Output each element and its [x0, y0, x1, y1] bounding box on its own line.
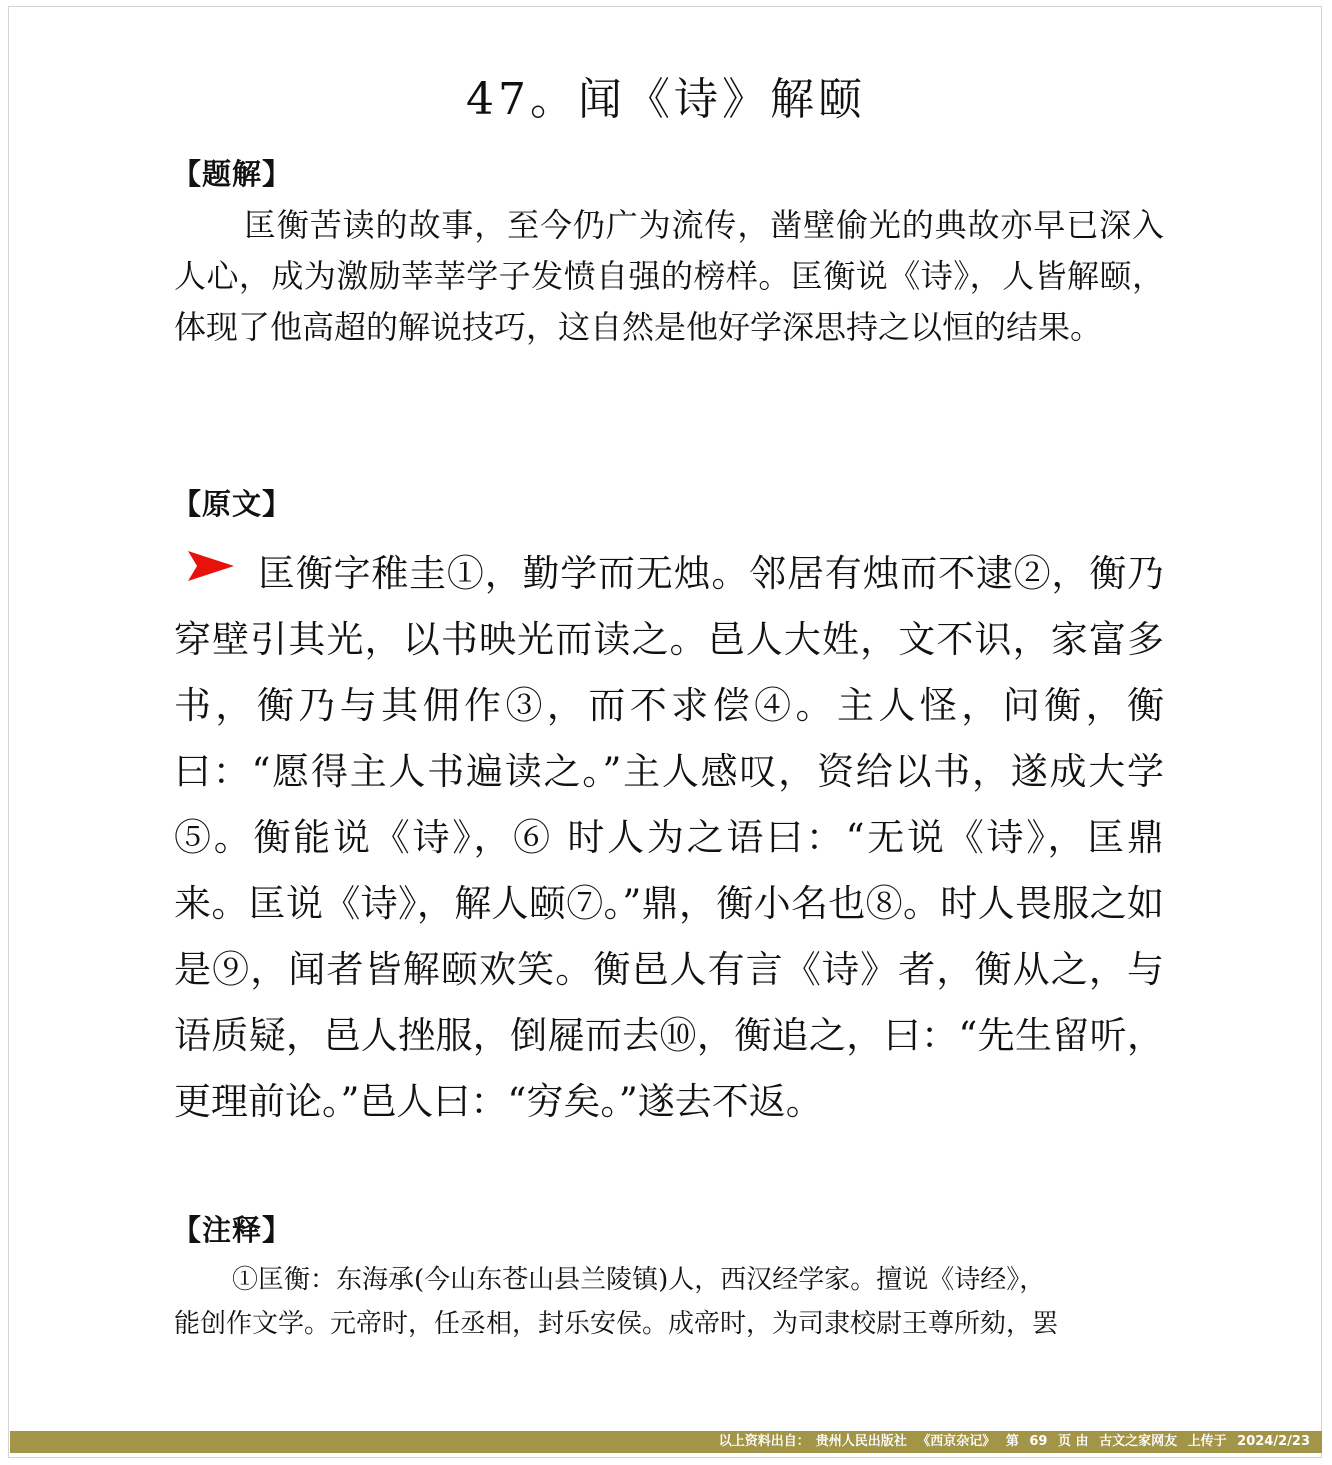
footer-date: 2024/2/23 — [1237, 1434, 1310, 1449]
page-title: 47。闻《诗》解颐 — [466, 74, 866, 126]
footer-page-suffix: 页 由 — [1058, 1434, 1089, 1449]
note-line-1: ①匡衡：东海承(今山东苍山县兰陵镇)人，西汉经学家。擅说《诗经》， — [232, 1265, 1046, 1295]
heading-intro: 【题解】 — [172, 157, 293, 191]
footer-page-number: 69 — [1029, 1434, 1048, 1449]
footer-publisher: 贵州人民出版社 — [815, 1434, 907, 1449]
source-footer — [10, 1431, 1322, 1453]
original-text: 匡衡字稚圭①，勤学而无烛。邻居有烛而不逮②，衡乃穿壁引其光，以书映光而读之。邑人大姓，文不识，家富多书，衡乃与其佣作③，而不求偿④。主人怪，问衡，衡曰：“愿得主人书遍读之。”主人感叹，资给以书，遂成大学⑤。衡能说《诗》，⑥ 时人为之语曰：“无说《诗》，匡鼎来。匡说《诗》，解人颐⑦。”鼎，衡小名也⑧。时人畏服之如是⑨，闻者皆解颐欢笑。衡邑人有言《诗》者，衡从之，与语质疑，邑人挫服，倒屣而去⑩，衡追之，曰：“先生留听，更理前论。”邑人曰：“穷矣。”遂去不返。 — [174, 552, 1164, 1123]
heading-original: 【原文】 — [172, 487, 293, 521]
heading-notes: 【注释】 — [172, 1213, 293, 1247]
footer-page-prefix: 第 — [1005, 1434, 1019, 1449]
intro-text: 匡衡苦读的故事，至今仍广为流传，凿壁偷光的典故亦早已深入人心，成为激励莘莘学子发愤自强的榜样。匡衡说《诗》，人皆解颐，体现了他高超的解说技巧，这自然是他好学深思持之以恒的结果。 — [174, 206, 1164, 346]
footer-uploader: 古文之家网友 — [1099, 1434, 1178, 1449]
footer-book: 《西京杂记》 — [917, 1434, 996, 1449]
note-line-2: 能创作文学。元帝时，任丞相，封乐安侯。成帝时，为司隶校尉王尊所劾，罢 — [174, 1309, 1059, 1339]
footer-upload-label: 上传于 — [1187, 1434, 1227, 1449]
footer-source-label: 以上资料出自： — [718, 1434, 810, 1449]
